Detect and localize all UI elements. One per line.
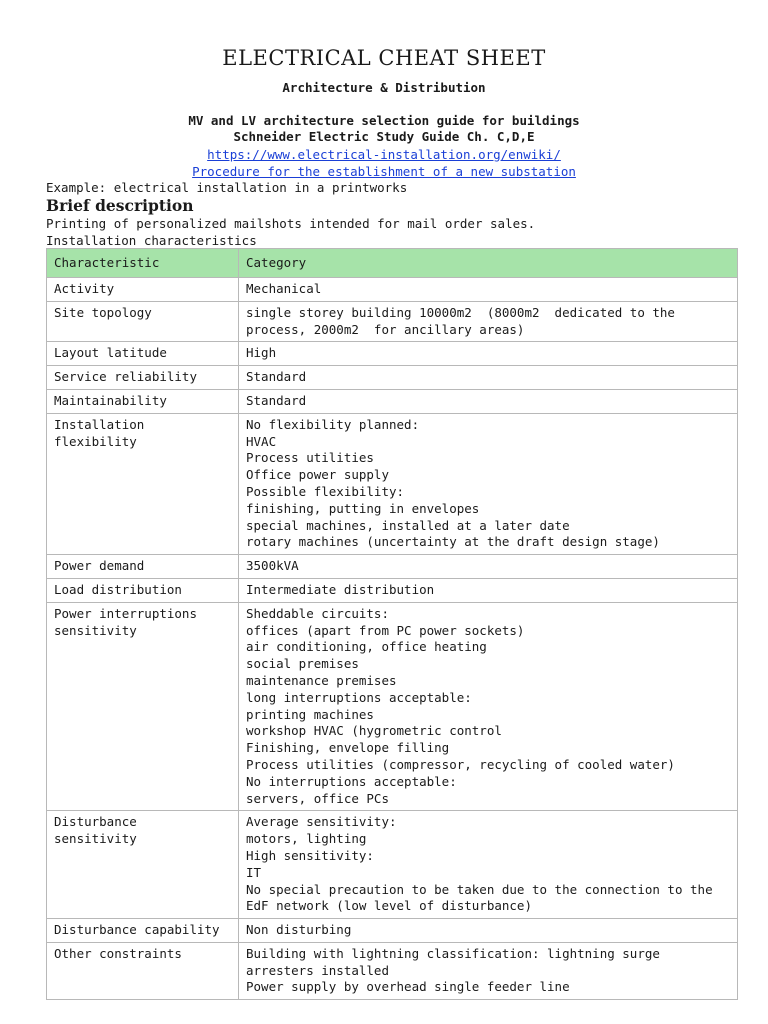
category-text: single storey building 10000m2 (8000m2 dedicated to the (246, 304, 675, 320)
header-characteristic: Characteristic (47, 249, 239, 278)
category-text: motors, lighting (246, 831, 367, 847)
characteristic-text: Other constraints (54, 945, 182, 961)
category-text: arresters installed (246, 962, 389, 978)
wiki-link[interactable]: https://www.electrical-installation.org/enwiki/ (207, 147, 561, 162)
category-cell (239, 389, 738, 413)
characteristic-text: Disturbance capability (54, 922, 220, 938)
characteristic-cell (47, 811, 239, 919)
category-text: IT (246, 864, 262, 880)
table-body (47, 278, 738, 1000)
characteristic-text: Power demand (54, 558, 145, 574)
category-text: Intermediate distribution (246, 581, 435, 597)
characteristic-text: sensitivity (54, 622, 137, 638)
category-text: process, 2000m2 for ancillary areas) (246, 321, 525, 337)
category-text: Mechanical (246, 281, 322, 296)
installation-characteristics-heading: Installation characteristics (46, 233, 257, 248)
category-text: maintenance premises (246, 672, 397, 688)
brief-description-text: Printing of personalized mailshots intended for mail order sales. (46, 216, 536, 231)
category-text: High (246, 345, 277, 361)
category-text: offices (apart from PC power sockets) (246, 622, 525, 638)
page-subtitle: Architecture & Distribution (282, 80, 486, 95)
table-row (47, 389, 738, 413)
category-text: special machines, installed at a later date (246, 517, 570, 533)
category-cell (239, 366, 738, 390)
example-line: Example: electrical installation in a printworks (46, 180, 408, 195)
table-row (47, 301, 738, 342)
category-text: Sheddable circuits: (246, 605, 389, 621)
characteristic-cell (47, 942, 239, 999)
category-cell (239, 578, 738, 602)
characteristic-text: Site topology (54, 304, 152, 320)
characteristic-text: sensitivity (54, 831, 137, 847)
characteristic-cell (47, 555, 239, 579)
category-text: Process utilities (compressor, recycling of cooled water) (246, 756, 675, 772)
table-header-row (47, 249, 738, 278)
characteristic-cell (47, 602, 239, 811)
category-cell (239, 301, 738, 342)
table-row (47, 278, 738, 302)
category-text: Standard (246, 369, 307, 385)
table-row (47, 942, 738, 999)
category-cell (239, 278, 738, 302)
characteristic-text: Activity (54, 281, 115, 296)
category-text: Building with lightning classification: lightning surge (246, 945, 660, 961)
category-text: servers, office PCs (246, 790, 389, 806)
characteristic-text: Disturbance (54, 814, 137, 830)
category-text: workshop HVAC (hygrometric control (246, 723, 502, 739)
category-text: HVAC (246, 433, 277, 449)
category-cell (239, 413, 738, 554)
category-text: long interruptions acceptable: (246, 689, 472, 705)
characteristic-cell (47, 413, 239, 554)
category-text: air conditioning, office heating (246, 639, 487, 655)
category-text: Office power supply (246, 467, 389, 483)
table-row (47, 602, 738, 811)
characteristic-text: Layout latitude (54, 345, 167, 361)
characteristic-text: Power interruptions (54, 605, 197, 621)
category-text: Power supply by overhead single feeder line (246, 979, 570, 995)
characteristic-text: Service reliability (54, 369, 197, 385)
category-cell (239, 811, 738, 919)
characteristic-text: Maintainability (54, 392, 167, 408)
characteristic-text: Load distribution (54, 581, 182, 597)
substation-procedure-link[interactable]: Procedure for the establishment of a new substation (192, 164, 576, 179)
table-row (47, 555, 738, 579)
characteristic-cell (47, 366, 239, 390)
table-row (47, 366, 738, 390)
characteristics-table (46, 248, 738, 1000)
category-cell (239, 942, 738, 999)
guide-line-2: Schneider Electric Study Guide Ch. C,D,E (233, 129, 535, 144)
category-text: printing machines (246, 706, 374, 722)
category-text: High sensitivity: (246, 847, 374, 863)
page-title: ELECTRICAL CHEAT SHEET (222, 46, 546, 70)
category-cell (239, 919, 738, 943)
category-text: EdF network (low level of disturbance) (246, 898, 532, 914)
category-text: Process utilities (246, 450, 374, 466)
table-row (47, 578, 738, 602)
table-row (47, 413, 738, 554)
header-category: Category (239, 249, 738, 278)
characteristic-cell (47, 389, 239, 413)
category-text: Finishing, envelope filling (246, 740, 450, 756)
characteristic-cell (47, 301, 239, 342)
characteristic-cell (47, 919, 239, 943)
category-text: 3500kVA (246, 558, 299, 574)
category-text: No interruptions acceptable: (246, 773, 457, 789)
guide-line-1: MV and LV architecture selection guide for buildings (188, 113, 580, 128)
guide-heading (0, 113, 768, 145)
characteristic-text: Installation (54, 416, 145, 432)
category-text: No special precaution to be taken due to the connection to the (246, 881, 713, 897)
characteristic-cell (47, 578, 239, 602)
table-row (47, 811, 738, 919)
brief-description-heading: Brief description (46, 196, 194, 215)
category-text: Average sensitivity: (246, 814, 397, 830)
category-cell (239, 555, 738, 579)
table-row (47, 342, 738, 366)
characteristic-text: flexibility (54, 433, 137, 449)
reference-links (0, 146, 768, 180)
category-text: No flexibility planned: (246, 416, 420, 432)
category-text: social premises (246, 656, 359, 672)
category-cell (239, 342, 738, 366)
table-row (47, 919, 738, 943)
category-text: rotary machines (uncertainty at the draft design stage) (246, 534, 660, 550)
category-text: Possible flexibility: (246, 483, 405, 499)
category-text: finishing, putting in envelopes (246, 500, 480, 516)
characteristic-cell (47, 342, 239, 366)
category-text: Non disturbing (246, 922, 352, 938)
category-cell (239, 602, 738, 811)
characteristic-cell (47, 278, 239, 302)
category-text: Standard (246, 392, 307, 408)
